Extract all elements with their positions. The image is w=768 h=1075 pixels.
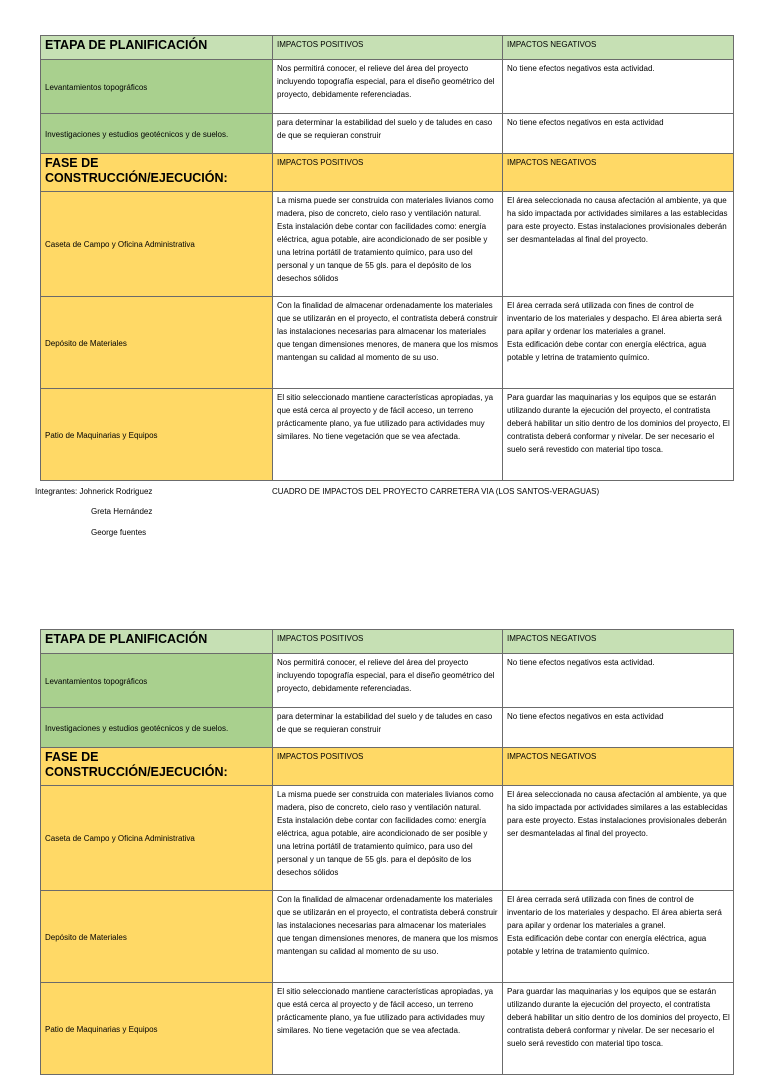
planning-stage-title: ETAPA DE PLANIFICACIÓN: [41, 630, 273, 654]
activity-cell: Caseta de Campo y Oficina Administrativa: [41, 192, 273, 297]
positive-impacts-header: IMPACTOS POSITIVOS: [273, 154, 503, 192]
member-name: George fuentes: [91, 528, 147, 537]
impact-table-duplicate: [40, 629, 733, 1075]
construction-phase-title: FASE DE CONSTRUCCIÓN/EJECUCIÓN:: [41, 748, 273, 786]
positive-impact-cell: El sitio seleccionado mantiene características apropiadas, ya que está cerca al proyecto y de fácil acceso, un terreno prácticamente plano, ya fue utilizado para actividades muy similares. No tiene vegetación que se vea afectada.: [273, 389, 503, 481]
positive-impacts-header: IMPACTOS POSITIVOS: [273, 748, 503, 786]
table-row: [41, 114, 734, 154]
negative-impact-cell: No tiene efectos negativos esta actividad.: [503, 654, 734, 708]
activity-cell: Caseta de Campo y Oficina Administrativa: [41, 786, 273, 891]
table-row: [41, 708, 734, 748]
positive-impacts-header: IMPACTOS POSITIVOS: [273, 630, 503, 654]
table-row: [41, 891, 734, 983]
negative-impact-cell: No tiene efectos negativos en esta actividad: [503, 708, 734, 748]
table-row: [41, 297, 734, 389]
positive-impacts-header: IMPACTOS POSITIVOS: [273, 36, 503, 60]
positive-impact-cell: La misma puede ser construida con materiales livianos como madera, piso de concreto, cielo raso y ventilación natural. Esta instalación debe contar con facilidades como: energía eléctrica, agua potable, aire acondicionado de ser posible y una letrina portátil de tratamiento químico, para uso del personal y un tanque de 55 gls. para el depósito de los desechos sólidos: [273, 192, 503, 297]
impact-table: [40, 35, 733, 481]
negative-impact-cell: El área cerrada será utilizada con fines de control de inventario de los materiales y despacho. El área abierta será para apilar y ordenar los materiales a granel. Esta edificación debe contar con energía eléctrica, agua potable y letrina de tratamiento químico.: [503, 891, 734, 983]
table-row: [41, 60, 734, 114]
activity-cell: Patio de Maquinarias y Equipos: [41, 983, 273, 1075]
activity-cell: Depósito de Materiales: [41, 891, 273, 983]
negative-impacts-header: IMPACTOS NEGATIVOS: [503, 154, 734, 192]
activity-cell: Levantamientos topográficos: [41, 60, 273, 114]
members-label: Integrantes: Johnerick Rodriguez: [35, 487, 153, 496]
activity-cell: Depósito de Materiales: [41, 297, 273, 389]
negative-impact-cell: No tiene efectos negativos en esta actividad: [503, 114, 734, 154]
positive-impact-cell: para determinar la estabilidad del suelo y de taludes en caso de que se requieran construir: [273, 708, 503, 748]
negative-impacts-header: IMPACTOS NEGATIVOS: [503, 630, 734, 654]
negative-impact-cell: El área seleccionada no causa afectación al ambiente, ya que ha sido impactada por actividades similares a las establecidas para este proyecto. Estas instalaciones provisionales deberán ser desmanteladas al final del proyecto.: [503, 192, 734, 297]
negative-impact-cell: No tiene efectos negativos esta actividad.: [503, 60, 734, 114]
negative-impact-cell: Para guardar las maquinarias y los equipos que se estarán utilizando durante la ejecución del proyecto, el contratista deberá habilitar un sitio dentro de los dominios del proyecto, El contratista deberá conformar y nivelar. De ser necesario el suelo será revestido con material tipo tosca.: [503, 389, 734, 481]
member-name: Greta Hernández: [91, 507, 153, 516]
planning-header-row: [41, 36, 734, 60]
positive-impact-cell: El sitio seleccionado mantiene características apropiadas, ya que está cerca al proyecto y de fácil acceso, un terreno prácticamente plano, ya fue utilizado para actividades muy similares. No tiene vegetación que se vea afectada.: [273, 983, 503, 1075]
positive-impact-cell: Nos permitirá conocer, el relieve del área del proyecto incluyendo topografía especial, para el diseño geométrico del proyecto, debidamente referenciadas.: [273, 654, 503, 708]
planning-stage-title: ETAPA DE PLANIFICACIÓN: [41, 36, 273, 60]
positive-impact-cell: Con la finalidad de almacenar ordenadamente los materiales que se utilizarán en el proyecto, el contratista deberá construir las instalaciones necesarias para almacenar los materiales que tengan dimensiones menores, de manera que los mismos mantengan su calidad al momento de su uso.: [273, 297, 503, 389]
activity-cell: Levantamientos topográficos: [41, 654, 273, 708]
activity-cell: Investigaciones y estudios geotécnicos y de suelos.: [41, 114, 273, 154]
activity-cell: Patio de Maquinarias y Equipos: [41, 389, 273, 481]
activity-cell: Investigaciones y estudios geotécnicos y de suelos.: [41, 708, 273, 748]
negative-impacts-header: IMPACTOS NEGATIVOS: [503, 748, 734, 786]
table-row: [41, 786, 734, 891]
table-row: [41, 654, 734, 708]
table-caption: CUADRO DE IMPACTOS DEL PROYECTO CARRETERA VIA (LOS SANTOS-VERAGUAS): [272, 487, 600, 496]
construction-header-row: [41, 748, 734, 786]
planning-header-row: [41, 630, 734, 654]
positive-impact-cell: para determinar la estabilidad del suelo y de taludes en caso de que se requieran construir: [273, 114, 503, 154]
negative-impact-cell: El área cerrada será utilizada con fines de control de inventario de los materiales y despacho. El área abierta será para apilar y ordenar los materiales a granel. Esta edificación debe contar con energía eléctrica, agua potable y letrina de tratamiento químico.: [503, 297, 734, 389]
table-row: [41, 192, 734, 297]
construction-phase-title: FASE DE CONSTRUCCIÓN/EJECUCIÓN:: [41, 154, 273, 192]
table-row: [41, 389, 734, 481]
construction-header-row: [41, 154, 734, 192]
positive-impact-cell: La misma puede ser construida con materiales livianos como madera, piso de concreto, cielo raso y ventilación natural. Esta instalación debe contar con facilidades como: energía eléctrica, agua potable, aire acondicionado de ser posible y una letrina portátil de tratamiento químico, para uso del personal y un tanque de 55 gls. para el depósito de los desechos sólidos: [273, 786, 503, 891]
table-row: [41, 983, 734, 1075]
positive-impact-cell: Nos permitirá conocer, el relieve del área del proyecto incluyendo topografía especial, para el diseño geométrico del proyecto, debidamente referenciadas.: [273, 60, 503, 114]
positive-impact-cell: Con la finalidad de almacenar ordenadamente los materiales que se utilizarán en el proyecto, el contratista deberá construir las instalaciones necesarias para almacenar los materiales que tengan dimensiones menores, de manera que los mismos mantengan su calidad al momento de su uso.: [273, 891, 503, 983]
negative-impacts-header: IMPACTOS NEGATIVOS: [503, 36, 734, 60]
negative-impact-cell: Para guardar las maquinarias y los equipos que se estarán utilizando durante la ejecución del proyecto, el contratista deberá habilitar un sitio dentro de los dominios del proyecto, El contratista deberá conformar y nivelar. De ser necesario el suelo será revestido con material tipo tosca.: [503, 983, 734, 1075]
negative-impact-cell: El área seleccionada no causa afectación al ambiente, ya que ha sido impactada por actividades similares a las establecidas para este proyecto. Estas instalaciones provisionales deberán ser desmanteladas al final del proyecto.: [503, 786, 734, 891]
